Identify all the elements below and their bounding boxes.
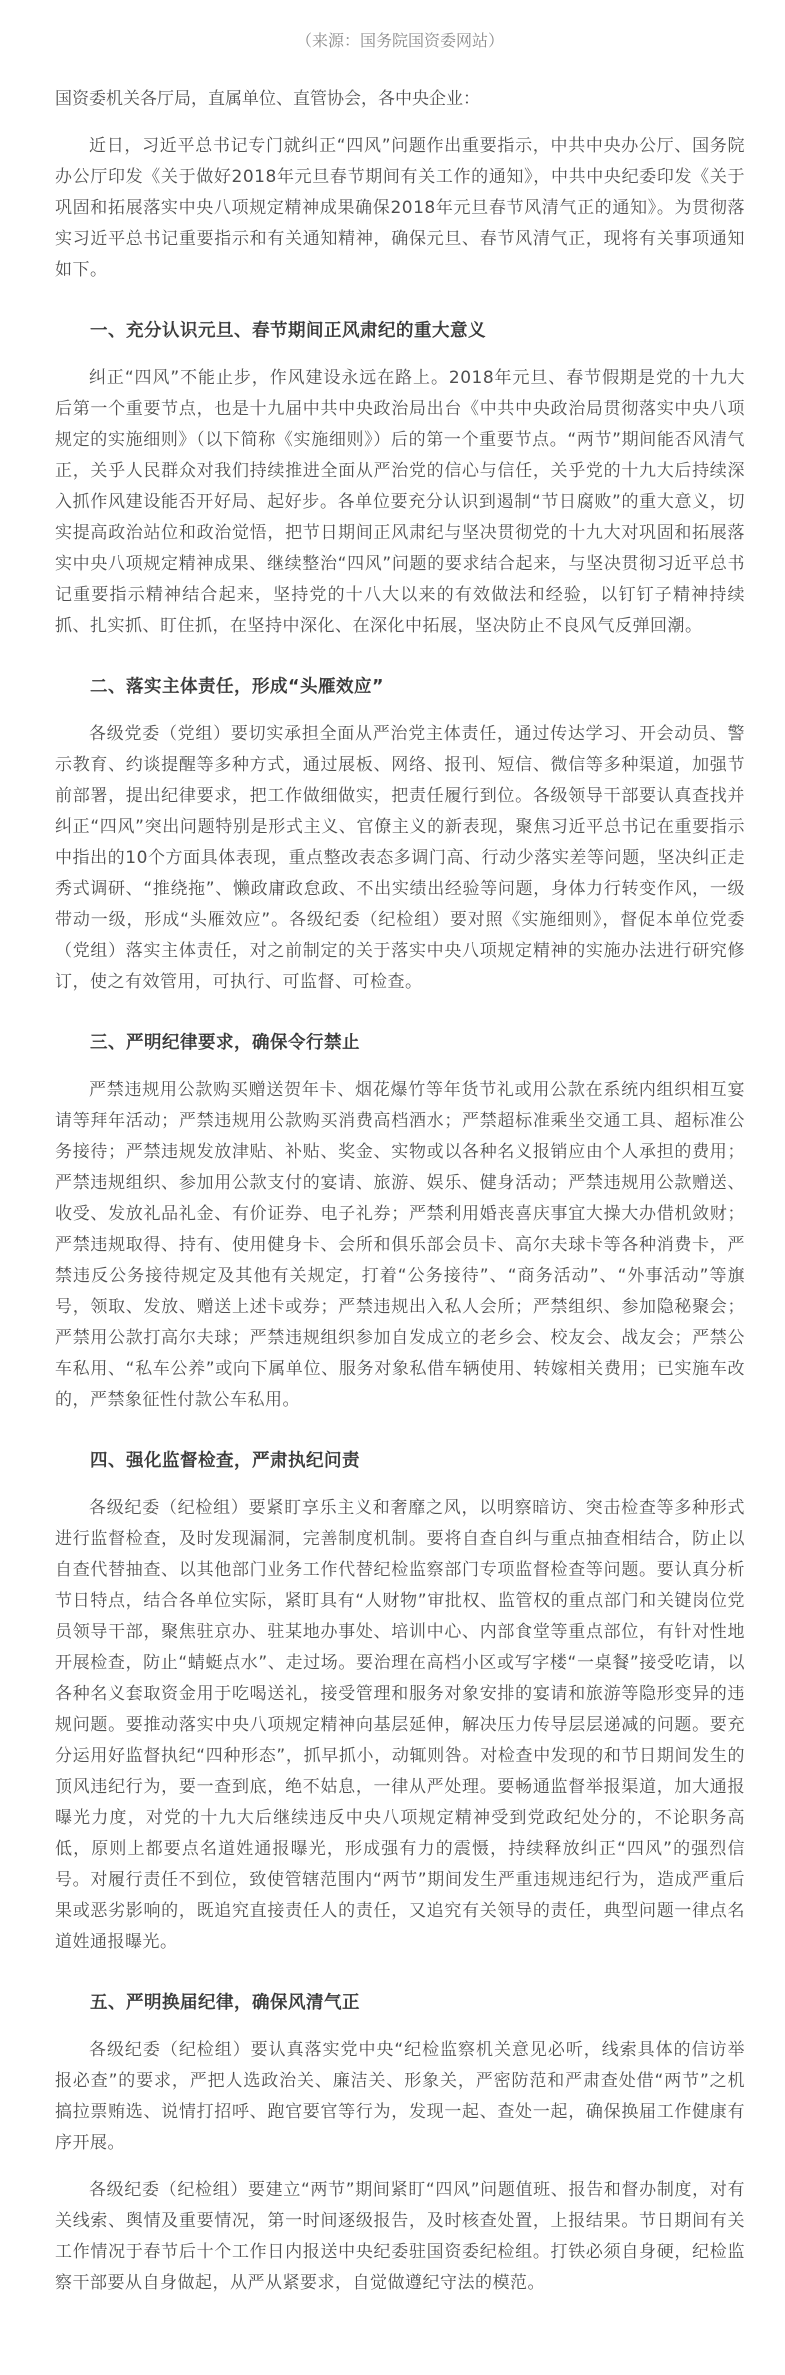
section-1-heading: 一、充分认识元旦、春节期间正风肃纪的重大意义: [90, 321, 486, 341]
section-3-heading: 三、严明纪律要求，确保令行禁止: [90, 1033, 360, 1053]
section-5-paragraph-1: 各级纪委（纪检组）要认真落实党中央“纪检监察机关意见必听，线索具体的信访举报必查”的要求，严把人选政治关、廉洁关、形象关，严密防范和严肃查处借“两节”之机搞拉票贿选、说情打招呼、跑官要官等行为，发现一起、查处一起，确保换届工作健康有序开展。: [55, 2040, 745, 2153]
section-2-paragraph: 各级党委（党组）要切实承担全面从严治党主体责任，通过传达学习、开会动员、警示教育、约谈提醒等多种方式，通过展板、网络、报刊、短信、微信等多种渠道，加强节前部署，提出纪律要求，把工作做细做实，把责任履行到位。各级领导干部要认真查找并纠正“四风”突出问题特别是形式主义、官僚主义的新表现，聚焦习近平总书记在重要指示中指出的10个方面具体表现，重点整改表态多调门高、行动少落实差等问题，坚决纠正走秀式调研、“推绕拖”、懒政庸政怠政、不出实绩出经验等问题，身体力行转变作风，一级带动一级，形成“头雁效应”。各级纪委（纪检组）要对照《实施细则》，督促本单位党委（党组）落实主体责任，对之前制定的关于落实中央八项规定精神的实施办法进行研究修订，使之有效管用，可执行、可监督、可检查。: [55, 724, 745, 992]
section-5-paragraph-2: 各级纪委（纪检组）要建立“两节”期间紧盯“四风”问题值班、报告和督办制度，对有关线索、舆情及重要情况，第一时间逐级报告，及时核查处置，上报结果。节日期间有关工作情况于春节后十个工作日内报送中央纪委驻国资委纪检组。打铁必须自身硬，纪检监察干部要从自身做起，从严从紧要求，自觉做遵纪守法的模范。: [55, 2180, 745, 2293]
section-5-heading: 五、严明换届纪律，确保风清气正: [90, 1993, 360, 2013]
source-line: （来源：国务院国资委网站）: [295, 31, 504, 50]
section-4-paragraph: 各级纪委（纪检组）要紧盯享乐主义和奢靡之风，以明察暗访、突击检查等多种形式进行监督检查，及时发现漏洞，完善制度机制。要将自查自纠与重点抽查相结合，防止以自查代替抽查、以其他部门业务工作代替纪检监察部门专项监督检查等问题。要认真分析节日特点，结合各单位实际，紧盯具有“人财物”审批权、监管权的重点部门和关键岗位党员领导干部，聚焦驻京办、驻某地办事处、培训中心、内部食堂等重点部位，有针对性地开展检查，防止“蜻蜓点水”、走过场。要治理在高档小区或写字楼“一桌餐”接受吃请，以各种名义套取资金用于吃喝送礼，接受管理和服务对象安排的宴请和旅游等隐形变异的违规问题。要推动落实中央八项规定精神向基层延伸，解决压力传导层层递减的问题。要充分运用好监督执纪“四种形态”，抓早抓小，动辄则咎。对检查中发现的和节日期间发生的顶风违纪行为，要一查到底，绝不姑息，一律从严处理。要畅通监督举报渠道，加大通报曝光力度，对党的十九大后继续违反中央八项规定精神受到党政纪处分的，不论职务高低，原则上都要点名道姓通报曝光，形成强有力的震慑，持续释放纠正“四风”的强烈信号。对履行责任不到位，致使管辖范围内“两节”期间发生严重违规违纪行为，造成严重后果或恶劣影响的，既追究直接责任人的责任，又追究有关领导的责任，典型问题一律点名道姓通报曝光。: [55, 1498, 745, 1952]
section-1-paragraph: 纠正“四风”不能止步，作风建设永远在路上。2018年元旦、春节假期是党的十九大后第一个重要节点，也是十九届中共中央政治局出台《中共中央政治局贯彻落实中央八项规定的实施细则》（以下简称《实施细则》）后的第一个重要节点。“两节”期间能否风清气正，关乎人民群众对我们持续推进全面从严治党的信心与信任，关乎党的十九大后持续深入抓作风建设能否开好局、起好步。各单位要充分认识到遏制“节日腐败”的重大意义，切实提高政治站位和政治觉悟，把节日期间正风肃纪与坚决贯彻党的十九大对巩固和拓展落实中央八项规定精神成果、继续整治“四风”问题的要求结合起来，与坚决贯彻习近平总书记重要指示精神结合起来，坚持党的十八大以来的有效做法和经验，以钉钉子精神持续抓、扎实抓、盯住抓，在坚持中深化、在深化中拓展，坚决防止不良风气反弹回潮。: [55, 368, 745, 636]
intro-paragraph: 近日，习近平总书记专门就纠正“四风”问题作出重要指示，中共中央办公厅、国务院办公厅印发《关于做好2018年元旦春节期间有关工作的通知》，中共中央纪委印发《关于巩固和拓展落实中央八项规定精神成果确保2018年元旦春节风清气正的通知》。为贯彻落实习近平总书记重要指示和有关通知精神，确保元旦、春节风清气正，现将有关事项通知如下。: [55, 136, 745, 280]
salutation: 国资委机关各厅局，直属单位、直管协会，各中央企业：: [55, 89, 480, 109]
section-3-paragraph: 严禁违规用公款购买赠送贺年卡、烟花爆竹等年货节礼或用公款在系统内组织相互宴请等拜年活动；严禁违规用公款购买消费高档酒水；严禁超标准乘坐交通工具、超标准公务接待；严禁违规发放津贴、补贴、奖金、实物或以各种名义报销应由个人承担的费用；严禁违规组织、参加用公款支付的宴请、旅游、娱乐、健身活动；严禁违规用公款赠送、收受、发放礼品礼金、有价证券、电子礼券；严禁利用婚丧喜庆事宜大操大办借机敛财；严禁违规取得、持有、使用健身卡、会所和俱乐部会员卡、高尔夫球卡等各种消费卡，严禁违反公务接待规定及其他有关规定，打着“公务接待”、“商务活动”、“外事活动”等旗号，领取、发放、赠送上述卡或券；严禁违规出入私人会所；严禁组织、参加隐秘聚会；严禁用公款打高尔夫球；严禁违规组织参加自发成立的老乡会、校友会、战友会；严禁公车私用、“私车公养”或向下属单位、服务对象私借车辆使用、转嫁相关费用；已实施车改的，严禁象征性付款公车私用。: [55, 1080, 745, 1410]
section-4-heading: 四、强化监督检查，严肃执纪问责: [90, 1451, 360, 1471]
section-2-heading: 二、落实主体责任，形成“头雁效应”: [90, 677, 385, 697]
